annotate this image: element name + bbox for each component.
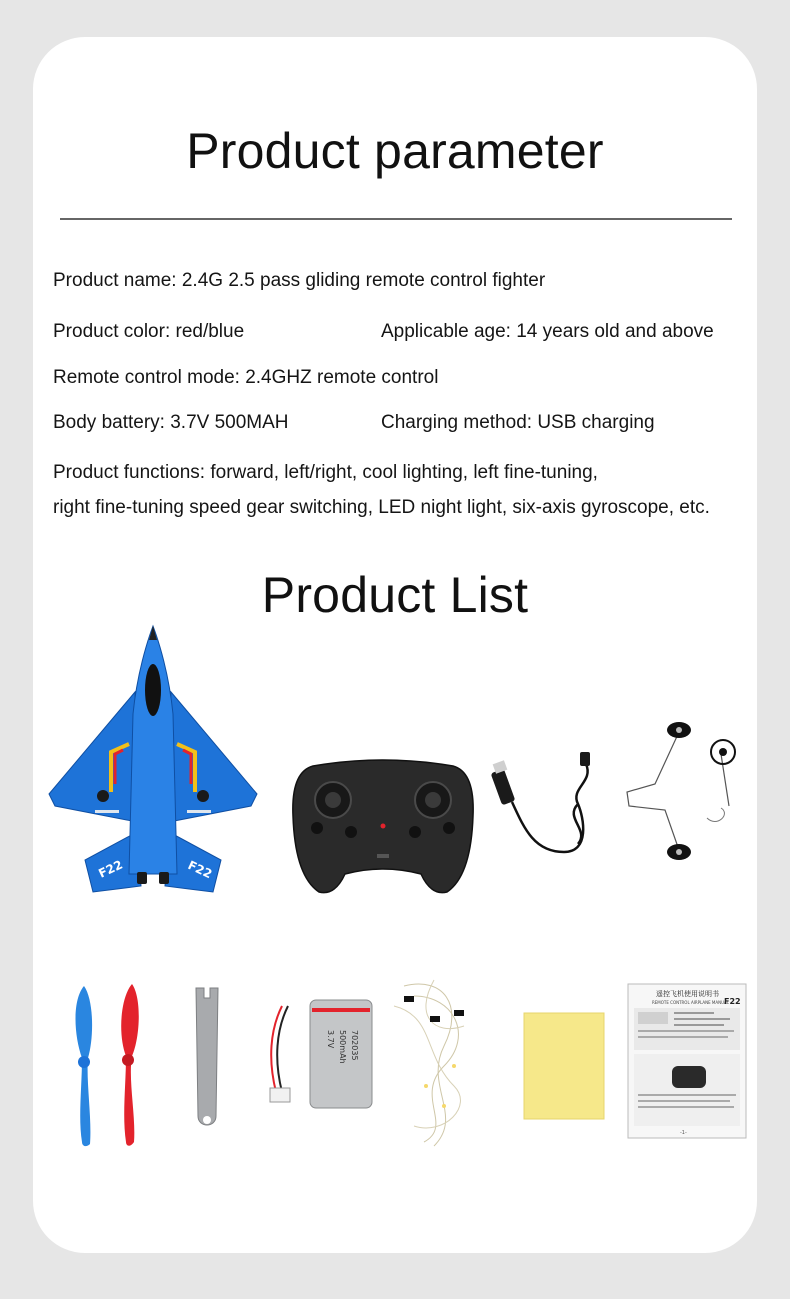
wrench-tool-image: [192, 986, 222, 1136]
battery-label-voltage: 3.7V: [326, 1030, 335, 1049]
product-list-heading: Product List: [261, 567, 529, 623]
remote-controller-image: [291, 756, 475, 896]
manual-page-number: -1-: [680, 1130, 687, 1136]
instruction-manual-image: [628, 984, 746, 1138]
f22-plane-image: [45, 624, 261, 904]
spec-body-battery: Body battery: 3.7V 500MAH: [53, 412, 289, 433]
heading-divider: [60, 218, 732, 220]
rotor-light-harness-image: [621, 718, 753, 868]
lipo-battery-image: [262, 1000, 376, 1110]
plane-mark-left: F22: [96, 857, 125, 881]
manual-model: F22: [724, 997, 741, 1006]
spec-charging-method: Charging method: USB charging: [381, 412, 655, 433]
spec-product-name: Product name: 2.4G 2.5 pass gliding remote control fighter: [53, 270, 546, 291]
spec-functions-line-2: right fine-tuning speed gear switching, LED night light, six-axis gyroscope, etc.: [53, 497, 710, 518]
usb-charging-cable-image: [494, 748, 604, 860]
spec-functions-line-1: Product functions: forward, left/right, cool lighting, left fine-tuning,: [53, 462, 598, 483]
foam-pad-image: [524, 1013, 604, 1119]
plane-mark-right: F22: [185, 858, 215, 882]
spec-remote-control-mode: Remote control mode: 2.4GHZ remote control: [53, 367, 439, 388]
battery-label-capacity: 500mAh: [338, 1030, 347, 1064]
led-light-strings-image: [384, 966, 484, 1156]
propellers-image: [64, 982, 148, 1148]
product-parameter-heading: Product parameter: [186, 123, 604, 179]
battery-label-model: 702035: [350, 1030, 359, 1061]
spec-applicable-age: Applicable age: 14 years old and above: [381, 321, 714, 342]
manual-title: 遥控飞机使用说明书: [656, 990, 719, 998]
spec-product-color: Product color: red/blue: [53, 321, 245, 342]
manual-subtitle: REMOTE CONTROL AIRPLANE MANUAL: [652, 1000, 729, 1005]
